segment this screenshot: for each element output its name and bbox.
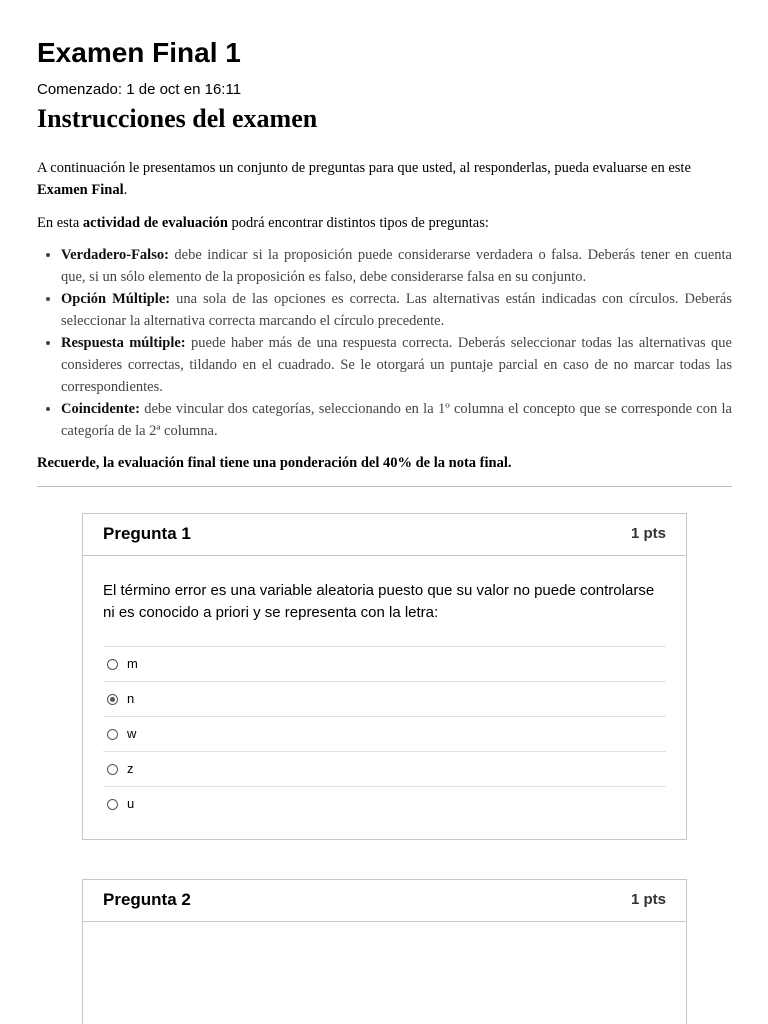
answer-option-m[interactable]	[103, 647, 666, 682]
answer-label: u	[127, 796, 135, 811]
answer-list	[103, 646, 666, 821]
started-timestamp: Comenzado: 1 de oct en 16:11	[37, 81, 242, 98]
rule-true-false: • Verdadero-Falso: debe indicar si la proposición puede considerarse verdadera o falsa. Deberás tener en cuenta que, si un sólo elemento de la proposición es falso, debe considerarse falsa en su conjunto.	[61, 244, 732, 288]
radio-button[interactable]	[107, 659, 118, 670]
answer-label: w	[127, 726, 137, 741]
instructions-title: Instrucciones del examen	[37, 104, 318, 133]
types-bold: actividad de evaluación	[82, 215, 228, 231]
rule-multiple-answer: • Respuesta múltiple: puede haber más de una respuesta correcta. Deberás seleccionar todas las alternativas que consideres correctas, tildando en el cuadrado. Se le otorgará un puntaje parcial en caso de no marcar todas las correspondientes.	[61, 332, 732, 398]
intro-bold: Examen Final	[37, 182, 124, 198]
answer-option-u[interactable]	[103, 787, 666, 821]
question-points: 1 pts	[630, 525, 666, 542]
radio-button-selected[interactable]	[107, 694, 118, 705]
question-title: Pregunta 2	[103, 890, 191, 909]
answer-label: z	[127, 761, 134, 776]
remember-note: Recuerde, la evaluación final tiene una ponderación del 40% de la nota final.	[37, 455, 512, 471]
rule-multiple-choice: • Opción Múltiple: una sola de las opciones es correcta. Las alternativas están indicadas con círculos. Deberás seleccionar la alternativa correcta marcando el círculo precedente.	[61, 288, 732, 332]
question-text: El término error es una variable aleatoria puesto que su valor no puede controlarse ni es conocido a priori y se representa con la letra:	[103, 582, 655, 621]
radio-button[interactable]	[107, 764, 118, 775]
radio-button[interactable]	[107, 799, 118, 810]
question-header	[83, 514, 686, 556]
question-card-2	[82, 879, 687, 1024]
question-points: 1 pts	[630, 891, 666, 908]
answer-option-z[interactable]	[103, 752, 666, 787]
question-card-1	[82, 513, 687, 840]
answer-option-n[interactable]	[103, 682, 666, 717]
rule-matching: • Coincidente: debe vincular dos categorías, seleccionando en la 1º columna el concepto que se corresponde con la categoría de la 2ª columna.	[61, 398, 732, 442]
instructions-intro: A continuación le presentamos un conjunto de preguntas para que usted, al responderlas, pueda evaluarse en este Examen Final.	[37, 160, 691, 198]
question-title: Pregunta 1	[103, 524, 191, 543]
radio-button[interactable]	[107, 729, 118, 740]
instructions-types: En esta actividad de evaluación podrá encontrar distintos tipos de preguntas:	[37, 215, 489, 231]
answer-label: n	[127, 691, 135, 706]
question-header	[83, 880, 686, 922]
answer-option-w[interactable]	[103, 717, 666, 752]
answer-label: m	[127, 656, 138, 671]
page-title: Examen Final 1	[37, 37, 241, 68]
question-types-list	[37, 244, 732, 442]
divider	[37, 486, 732, 487]
